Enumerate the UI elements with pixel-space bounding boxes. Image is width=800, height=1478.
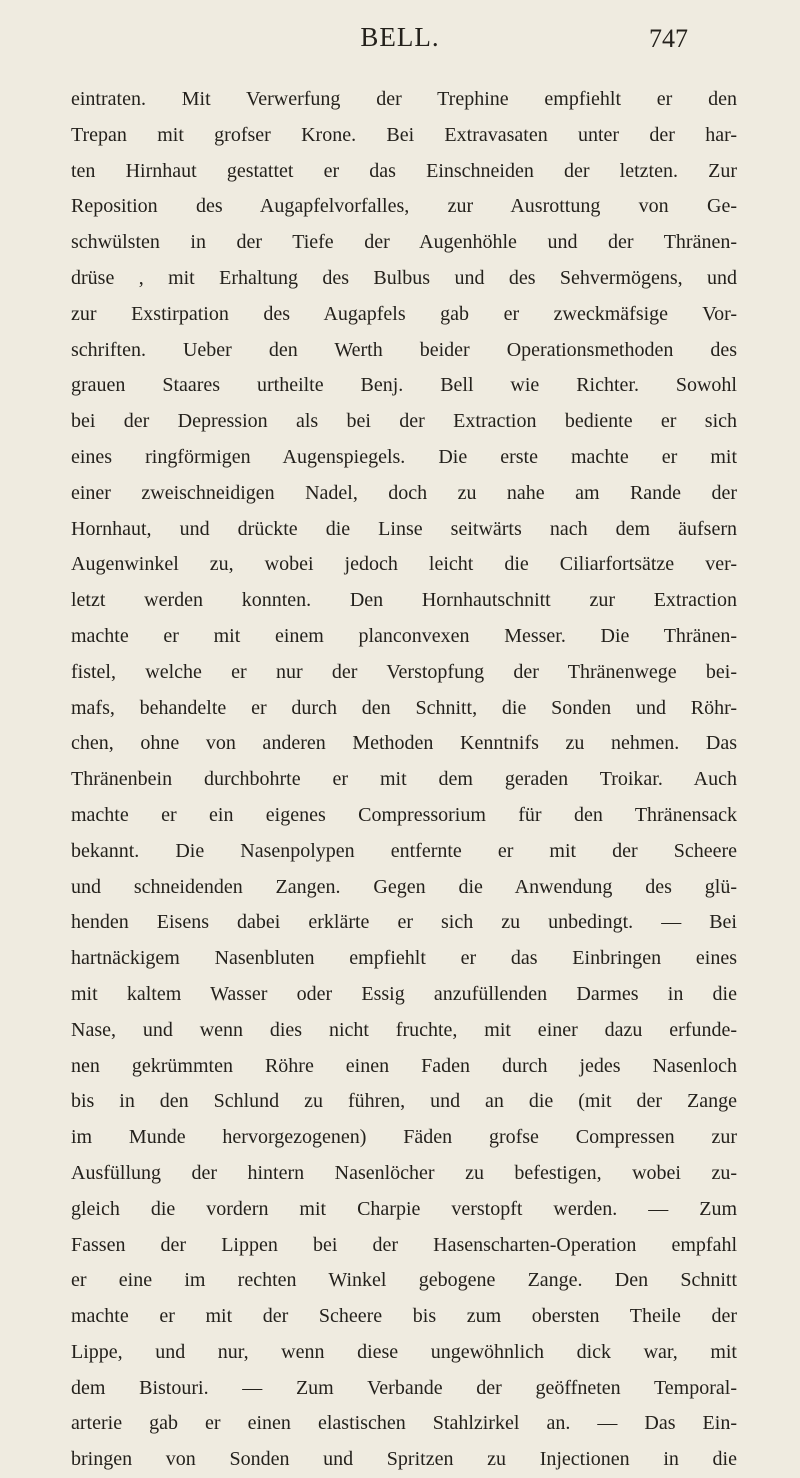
- text-line: Hornhaut, und drückte die Linse seitwärts nach dem äufsern: [71, 517, 737, 540]
- text-line: und schneidenden Zangen. Gegen die Anwendung des glü-: [71, 875, 737, 898]
- text-line: machte er ein eigenes Compressorium für den Thränensack: [71, 803, 737, 826]
- text-line: bis in den Schlund zu führen, und an die (mit der Zange: [71, 1090, 737, 1113]
- text-line: Lippe, und nur, wenn diese ungewöhnlich dick war, mit: [71, 1340, 737, 1363]
- text-line: bekannt. Die Nasenpolypen entfernte er mit der Scheere: [71, 839, 737, 862]
- body-text: [71, 82, 737, 1478]
- text-line: gleich die vordern mit Charpie verstopft werden. — Zum: [71, 1197, 737, 1220]
- text-line: bringen von Sonden und Spritzen zu Injectionen in die: [71, 1448, 737, 1471]
- text-line: Fassen der Lippen bei der Hasenscharten-Operation empfahl: [71, 1233, 737, 1256]
- text-line: dem Bistouri. — Zum Verbande der geöffneten Temporal-: [71, 1376, 737, 1399]
- running-head: BELL.: [360, 22, 440, 52]
- text-line: machte er mit der Scheere bis zum obersten Theile der: [71, 1305, 737, 1328]
- text-line: bei der Depression als bei der Extraction bediente er sich: [71, 410, 737, 433]
- text-line: Thränenbein durchbohrte er mit dem geraden Troikar. Auch: [71, 768, 737, 791]
- text-line: machte er mit einem planconvexen Messer. Die Thränen-: [71, 624, 737, 647]
- page-header: [0, 22, 800, 62]
- text-line: schwülsten in der Tiefe der Augenhöhle und der Thränen-: [71, 231, 737, 254]
- text-line: nen gekrümmten Röhre einen Faden durch jedes Nasenloch: [71, 1054, 737, 1077]
- text-line: Ausfüllung der hintern Nasenlöcher zu befestigen, wobei zu-: [71, 1161, 737, 1184]
- text-line: hartnäckigem Nasenbluten empfiehlt er das Einbringen eines: [71, 947, 737, 970]
- text-line: grauen Staares urtheilte Benj. Bell wie Richter. Sowohl: [71, 374, 737, 397]
- text-line: letzt werden konnten. Den Hornhautschnitt zur Extraction: [71, 589, 737, 612]
- text-line: zur Exstirpation des Augapfels gab er zweckmäfsige Vor-: [71, 302, 737, 325]
- text-line: mit kaltem Wasser oder Essig anzufüllenden Darmes in die: [71, 982, 737, 1005]
- text-line: mafs, behandelte er durch den Schnitt, die Sonden und Röhr-: [71, 696, 737, 719]
- text-line: schriften. Ueber den Werth beider Operationsmethoden des: [71, 338, 737, 361]
- text-line: drüse , mit Erhaltung des Bulbus und des Sehvermögens, und: [71, 266, 737, 289]
- text-line: Trepan mit grofser Krone. Bei Extravasaten unter der har-: [71, 123, 737, 146]
- text-line: ten Hirnhaut gestattet er das Einschneiden der letzten. Zur: [71, 159, 737, 182]
- text-line: Nase, und wenn dies nicht fruchte, mit einer dazu erfunde-: [71, 1018, 737, 1041]
- text-line: er eine im rechten Winkel gebogene Zange. Den Schnitt: [71, 1269, 737, 1292]
- page-number: 747: [649, 24, 688, 53]
- text-line: henden Eisens dabei erklärte er sich zu unbedingt. — Bei: [71, 911, 737, 934]
- text-line: einer zweischneidigen Nadel, doch zu nahe am Rande der: [71, 481, 737, 504]
- text-line: chen, ohne von anderen Methoden Kenntnifs zu nehmen. Das: [71, 732, 737, 755]
- text-line: Reposition des Augapfelvorfalles, zur Ausrottung von Ge-: [71, 195, 737, 218]
- text-line: arterie gab er einen elastischen Stahlzirkel an. — Das Ein-: [71, 1412, 737, 1435]
- text-line: im Munde hervorgezogenen) Fäden grofse Compressen zur: [71, 1126, 737, 1149]
- text-line: Augenwinkel zu, wobei jedoch leicht die Ciliarfortsätze ver-: [71, 553, 737, 576]
- text-line: eines ringförmigen Augenspiegels. Die erste machte er mit: [71, 445, 737, 468]
- text-line: eintraten. Mit Verwerfung der Trephine empfiehlt er den: [71, 88, 737, 110]
- text-line: fistel, welche er nur der Verstopfung der Thränenwege bei-: [71, 660, 737, 683]
